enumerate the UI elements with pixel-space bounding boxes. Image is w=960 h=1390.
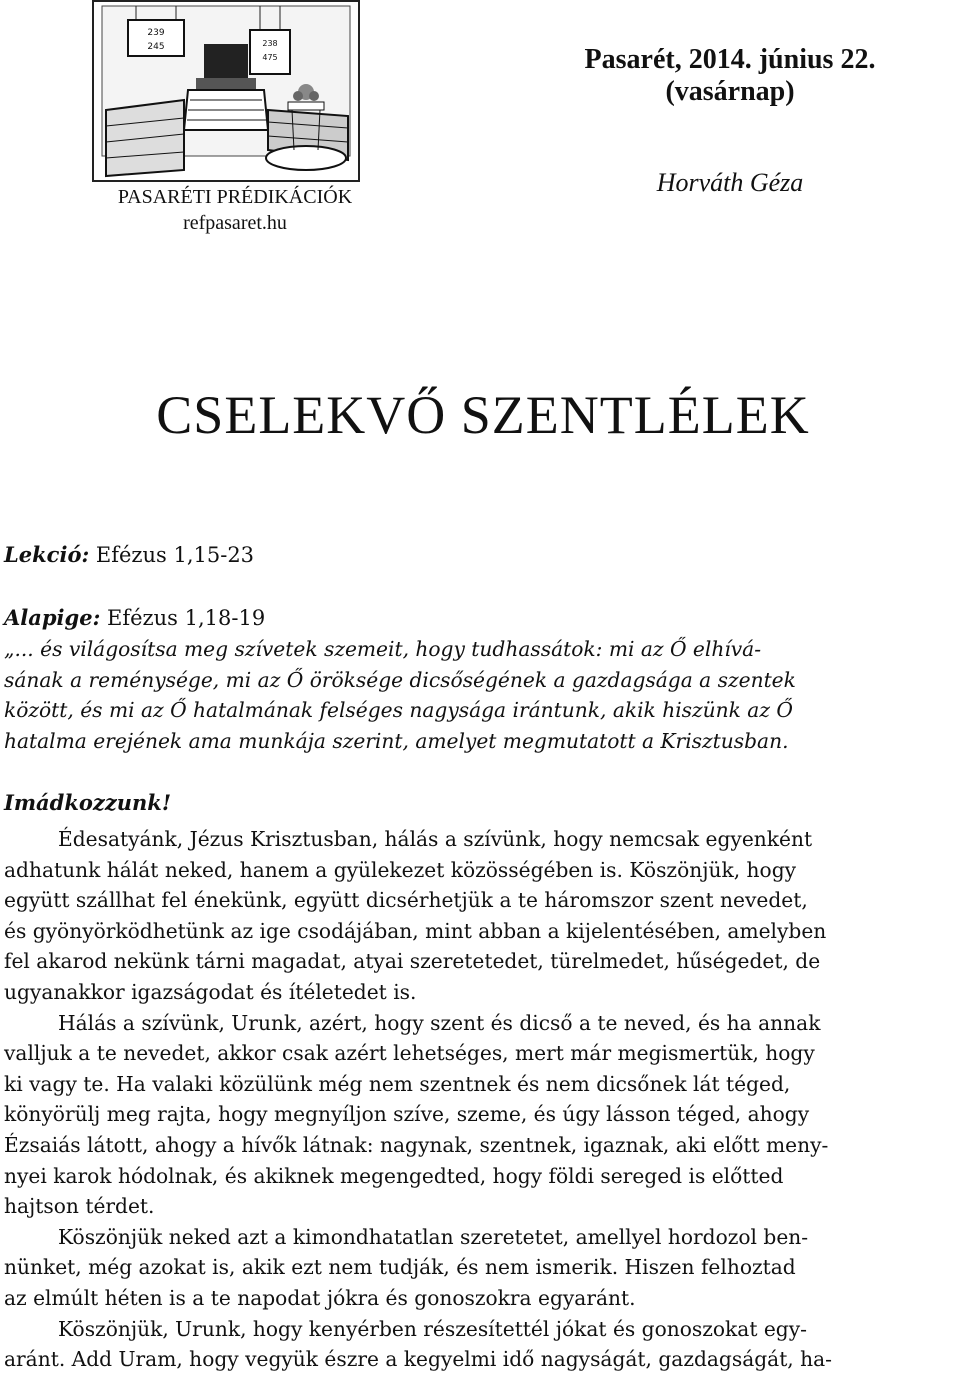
publication-name: PASARÉTI PRÉDIKÁCIÓK [117,186,353,208]
prayer-line: Édesatyánk, Jézus Krisztusban, hálás a szívünk, hogy nemcsak egyenként [58,827,813,851]
verse-line: között, és mi az Ő hatalmának felséges nagysága irántunk, akik hiszünk az Ő [4,698,793,722]
prayer-line: Hálás a szívünk, Urunk, azért, hogy szent és dicső a te neved, és ha annak [58,1010,821,1035]
prayer-line: és gyönyörködhetünk az ige csodájában, mint abban a kijelentésében, amelyben [4,918,827,943]
lekcio-reference: Efézus 1,15-23 [95,543,255,567]
prayer-line: adhatunk hálát neked, hanem a gyülekezet közösségében is. Köszönjük, hogy [4,857,797,882]
verse-line: hatalma erejének ama munkája szerint, amelyet megmutatott a Krisztusban. [4,728,789,753]
sermon-date: Pasarét, 2014. június 22. [584,44,876,75]
logo-board-left-bottom: 245 [147,42,165,52]
alapige-label: Alapige: [4,605,101,630]
prayer-text [4,824,959,1375]
prayer-line: ki vagy te. Ha valaki közülünk még nem szentnek és nem dicsőnek lát téged, [4,1071,791,1096]
sermon-day: (vasárnap) [665,76,795,107]
logo-board-right-top: 238 [262,39,278,48]
prayer-line: nyei karok hódolnak, és akiknek megengedted, hogy földi sereged is előtted [4,1163,784,1188]
prayer-line: könyörülj meg rajta, hogy megnyíljon szíve, szeme, és úgy lásson téged, ahogy [4,1102,810,1127]
prayer-line: valljuk a te nevedet, akkor csak azért lehetséges, mert már megismertük, hogy [4,1041,815,1066]
lekcio-line [4,542,254,567]
logo-board-right-bottom: 475 [262,53,278,62]
scripture-verse [4,634,959,756]
alapige-line [4,605,265,630]
verse-line: sának a reménysége, mi az Ő öröksége dicsőségének a gazdagsága a szentek [4,667,796,692]
prayer-line: ugyanakkor igazságodat és ítéletedet is. [4,979,417,1004]
publication-url: refpasaret.hu [183,212,287,234]
prayer-line: aránt. Add Uram, hogy vegyük észre a kegyelmi idő nagyságát, gazdagságát, ha- [4,1347,833,1372]
verse-line: „... és világosítsa meg szívetek szemeit, hogy tudhassátok: mi az Ő elhívá- [4,637,762,661]
prayer-line: Köszönjük, Urunk, hogy kenyérben részesítettél jókat és gonoszokat egy- [58,1316,807,1341]
prayer-line: hajtson térdet. [4,1194,155,1219]
prayer-line: nünket, még azokat is, akik ezt nem tudják, és nem ismerik. Hiszen felhoztad [4,1255,796,1280]
sermon-title: CSELEKVŐ SZENTLÉLEK [156,385,810,445]
sermon-author: Horváth Géza [656,168,804,197]
prayer-line: az elmúlt héten is a te napodat jókra és gonoszokra egyaránt. [4,1285,636,1310]
prayer-line: fel akarod nekünk tárni magadat, atyai szeretetedet, türelmedet, hűségedet, de [4,949,821,974]
church-interior-illustration [92,0,360,182]
prayer-line: Ézsaiás látott, ahogy a hívők látnak: nagynak, szentnek, igaznak, aki előtt meny- [4,1132,829,1157]
lekcio-label: Lekció: [4,542,90,567]
alapige-reference: Efézus 1,18-19 [107,606,266,630]
prayer-line: Köszönjük neked azt a kimondhatatlan szeretetet, amellyel hordozol ben- [58,1224,809,1249]
prayer-heading: Imádkozzunk! [4,790,172,815]
logo-board-left-top: 239 [147,28,165,38]
prayer-line: együtt szállhat fel énekünk, együtt dicsérhetjük a te háromszor szent nevedet, [4,888,808,913]
